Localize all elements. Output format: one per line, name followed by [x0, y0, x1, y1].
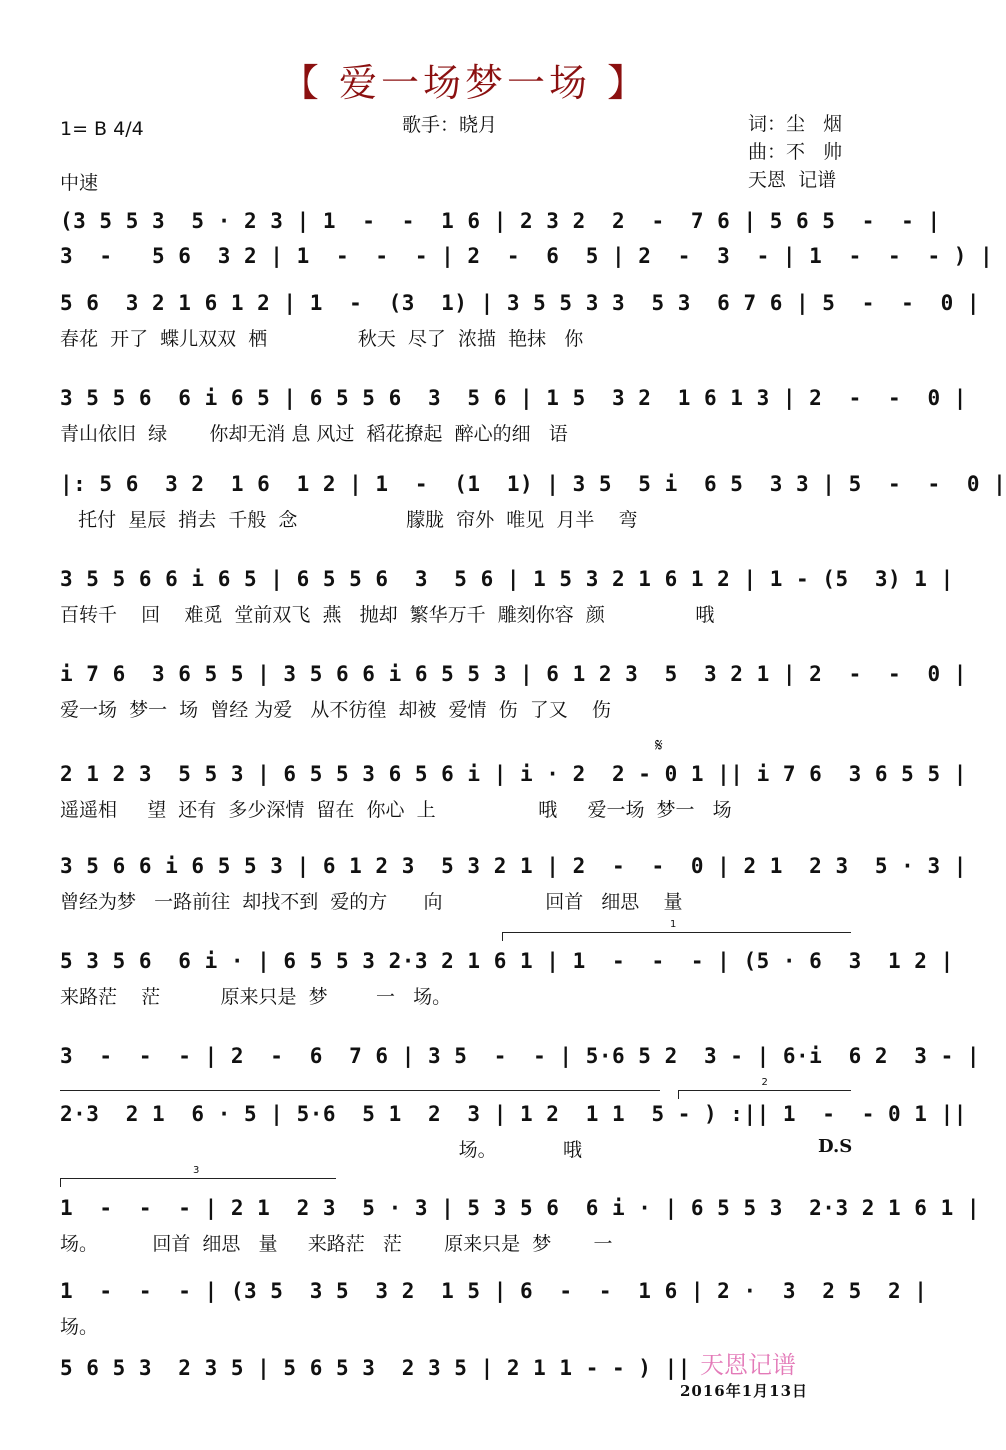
lyric: 爱一场 梦一 场 曾经 为爱 从不彷徨 却被 爱情 伤 了又 伤	[60, 699, 611, 721]
score-line	[60, 1352, 691, 1384]
transcriber-credit: 天恩 记谱	[748, 169, 837, 191]
tempo-marking: 中速	[60, 172, 99, 194]
lyric: 遥遥相 望 还有 多少深情 留在 你心 上 哦 爱一场 梦一 场	[60, 799, 732, 821]
score-line	[60, 563, 954, 629]
notation: 2·3 2 1 6 · 5 | 5·6 5 1 2 3 | 1 2 1 1 5 - ) :|| 1 - - 0 1 ||	[60, 1102, 967, 1126]
score-line	[60, 1192, 981, 1258]
notation: 3 - 5 6 3 2 | 1 - - - | 2 - 6 5 | 2 - 3 - | 1 - - - ) |	[60, 244, 994, 268]
notation: 1 - - - | (3 5 3 5 3 2 1 5 | 6 - - 1 6 | 2 · 3 2 5 2 |	[60, 1279, 928, 1303]
lyric: 场。	[60, 1316, 99, 1338]
score-line	[60, 945, 954, 1011]
score-line	[60, 240, 994, 272]
notation: 3 - - - | 2 - 6 7 6 | 3 5 - - | 5·6 5 2 3 - | 6·i 6 2 3 - |	[60, 1044, 981, 1068]
lyric: 场。 哦	[60, 1139, 583, 1161]
notation: i 7 6 3 6 5 5 | 3 5 6 6 i 6 5 5 3 | 6 1 2 3 5 3 2 1 | 2 - - 0 |	[60, 662, 967, 686]
first-ending-bracket	[502, 919, 851, 941]
notation: 3 5 6 6 i 6 5 5 3 | 6 1 2 3 5 3 2 1 | 2 - - 0 | 2 1 2 3 5 · 3 |	[60, 854, 967, 878]
lyric: 来路茫 茫 原来只是 梦 一 场。	[60, 986, 452, 1008]
notation: 3 5 5 6 6 i 6 5 | 6 5 5 6 3 5 6 | 1 5 3 2 1 6 1 2 | 1 - (5 3) 1 |	[60, 567, 954, 591]
lyric: 曾经为梦 一路前往 却找不到 爱的方 向 回首 细思 量	[60, 891, 683, 913]
composer-credit: 曲：不 帅	[748, 141, 843, 163]
third-ending-bracket	[60, 1165, 336, 1187]
score-line	[60, 1098, 967, 1164]
notation: 5 6 5 3 2 3 5 | 5 6 5 3 2 3 5 | 2 1 1 - - ) ||	[60, 1356, 691, 1380]
notation: 3 5 5 6 6 i 6 5 | 6 5 5 6 3 5 6 | 1 5 3 2 1 6 1 3 | 2 - - 0 |	[60, 386, 967, 410]
score-line	[60, 287, 981, 353]
notation: 5 6 3 2 1 6 1 2 | 1 - (3 1) | 3 5 5 3 3 5 3 6 7 6 | 5 - - 0 |	[60, 291, 981, 315]
notation: 2 1 2 3 5 5 3 | 6 5 5 3 6 5 6 i | i · 2 2 - 0 1 || i 7 6 3 6 5 5 |	[60, 762, 967, 786]
ending-number: 1	[670, 919, 677, 930]
score-line	[60, 1275, 928, 1341]
credits-block	[748, 110, 842, 194]
notation: |: 5 6 3 2 1 6 1 2 | 1 - (1 1) | 3 5 5 i 6 5 3 3 | 5 - - 0 |	[60, 472, 1006, 496]
notation: 1 - - - | 2 1 2 3 5 · 3 | 5 3 5 6 6 i · | 6 5 5 3 2·3 2 1 6 1 |	[60, 1196, 981, 1220]
ending-number: 3	[193, 1165, 200, 1176]
key-signature: 1= B 4/4	[60, 118, 144, 140]
lyric: 场。 回首 细思 量 来路茫 茫 原来只是 梦 一	[60, 1233, 613, 1255]
transcription-date: 2016年1月13日	[680, 1382, 809, 1400]
score-line	[60, 1040, 981, 1072]
score-line	[60, 382, 967, 448]
lyric: 春花 开了 蝶儿双双 栖 秋天 尽了 浓描 艳抹 你	[60, 328, 584, 350]
lyric: 托付 星辰 捎去 千般 念 朦胧 帘外 唯见 月半 弯	[60, 509, 638, 531]
segno-sign: 𝄋	[655, 735, 663, 756]
singer-credit: 歌手：晓月	[402, 114, 498, 136]
score-line	[60, 850, 967, 916]
score-line	[60, 468, 1006, 534]
lyric: 青山依旧 绿 你却无消 息 风过 稻花撩起 醉心的细 语	[60, 423, 568, 445]
notation: 5 3 5 6 6 i · | 6 5 5 3 2·3 2 1 6 1 | 1 - - - | (5 · 6 3 1 2 |	[60, 949, 954, 973]
notation: (3 5 5 3 5 · 2 3 | 1 - - 1 6 | 2 3 2 2 - 7 6 | 5 6 5 - - |	[60, 209, 941, 233]
dal-segno-marking: D.S	[818, 1136, 853, 1157]
lyric: 百转千 回 难觅 堂前双飞 燕 抛却 繁华万千 雕刻你容 颜 哦	[60, 604, 715, 626]
lyricist-credit: 词：尘 烟	[748, 113, 843, 135]
ending-rule	[60, 1090, 660, 1091]
score-line	[60, 758, 967, 824]
score-line	[60, 658, 967, 724]
transcriber-stamp: 天恩记谱	[700, 1351, 796, 1379]
ending-number: 2	[761, 1077, 768, 1088]
song-title: 【 爱一场梦一场 】	[280, 61, 650, 105]
